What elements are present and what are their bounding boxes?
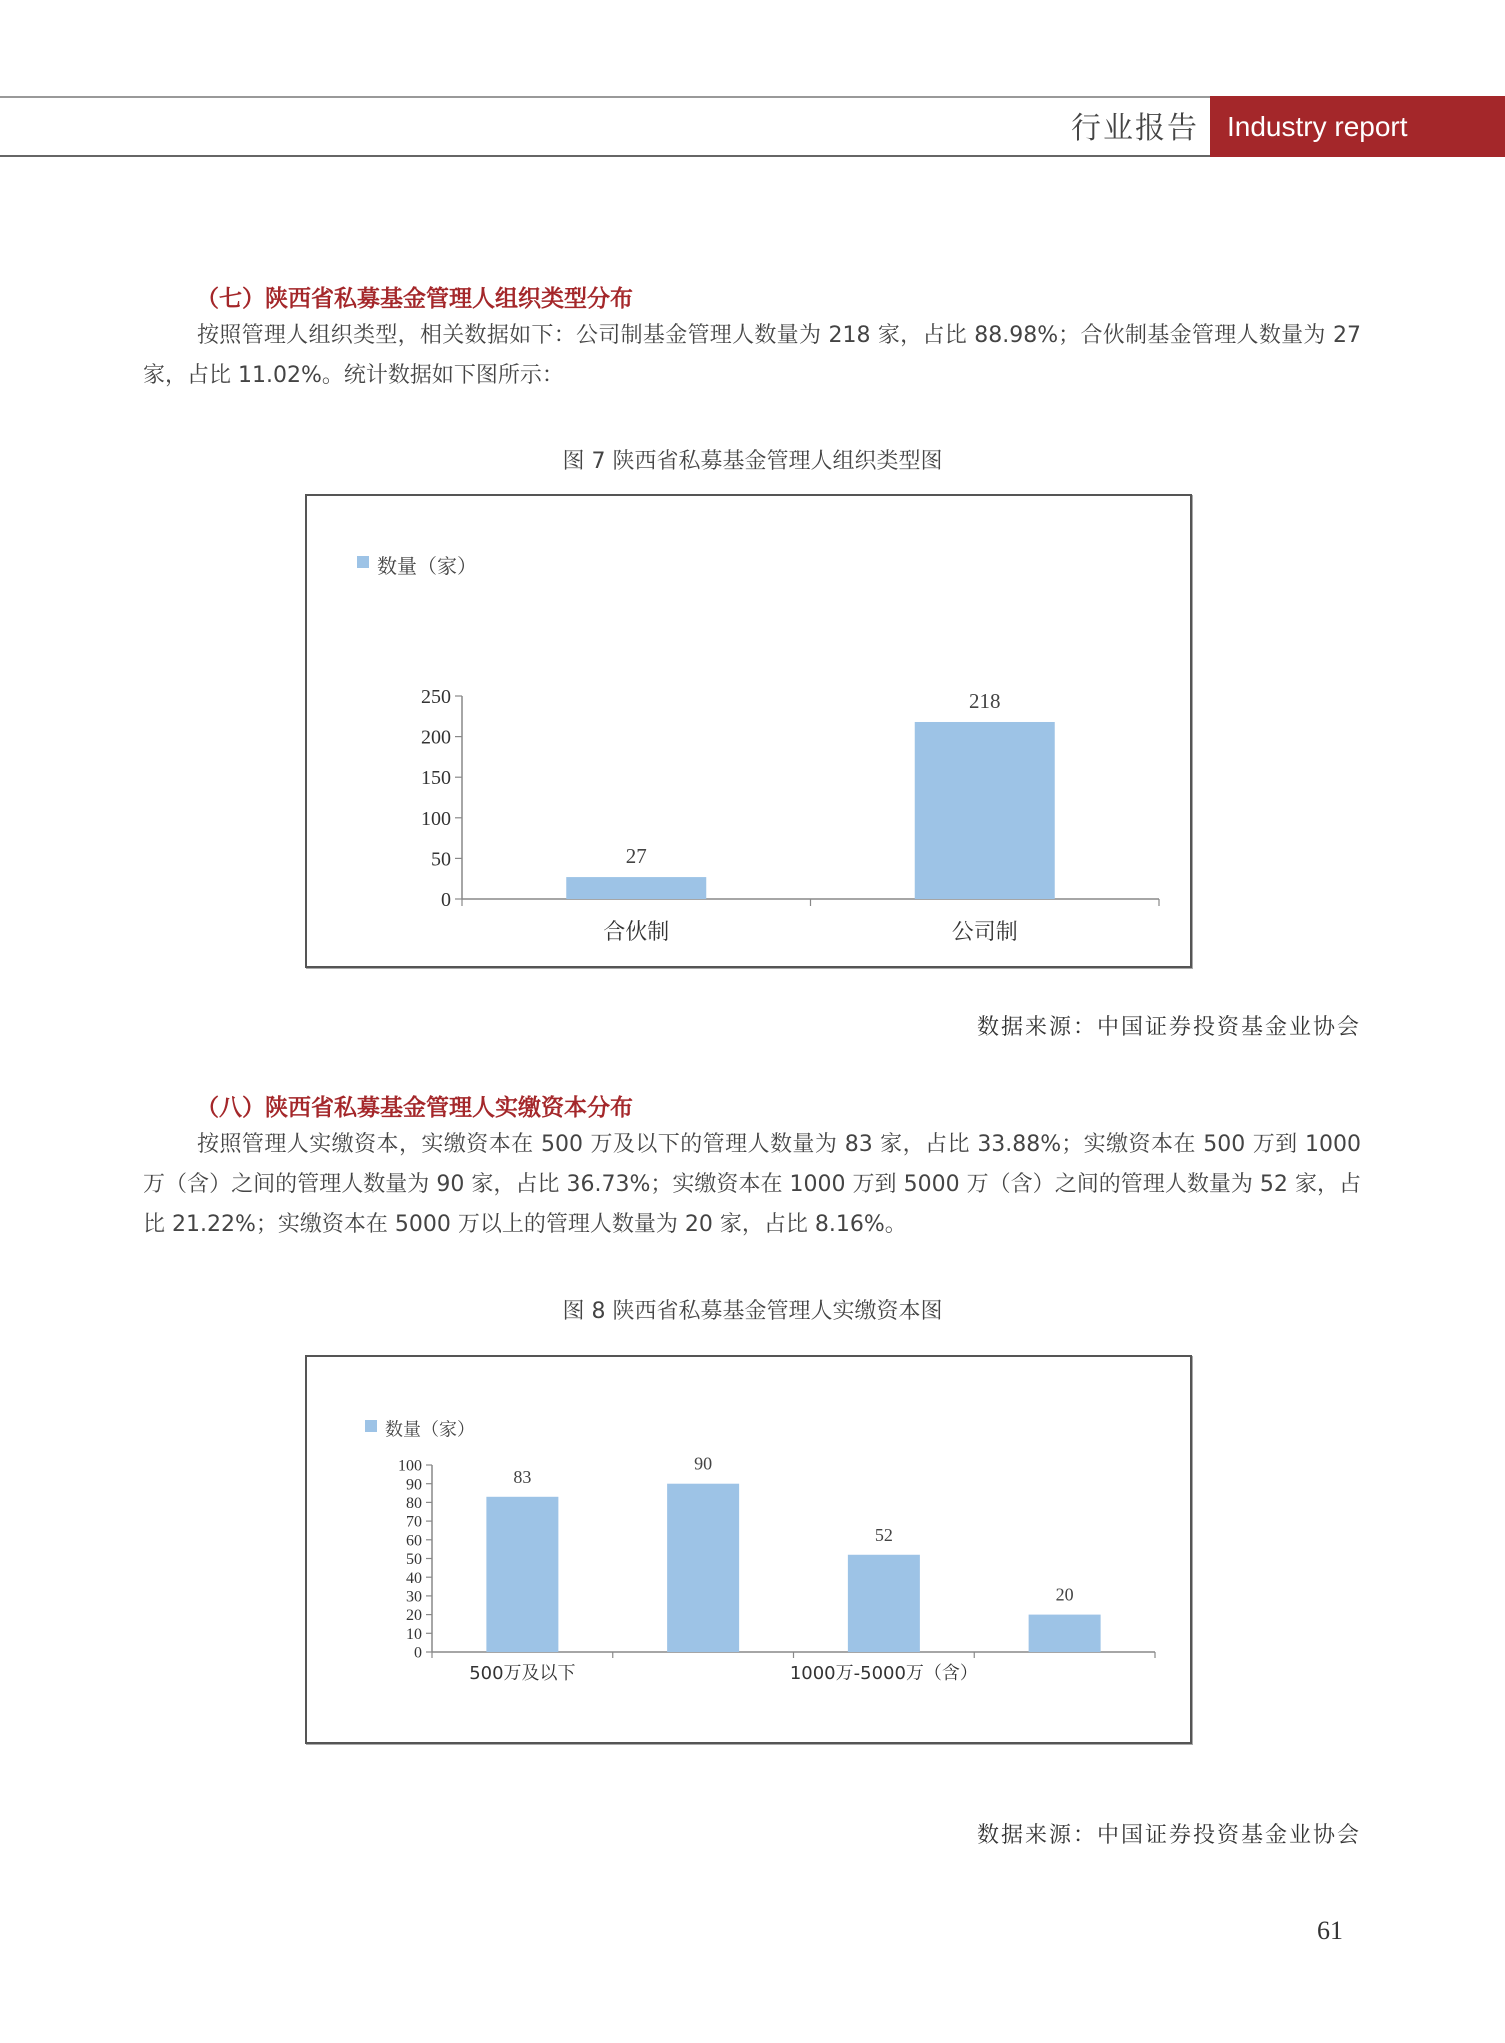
data-label: 20 [1055,1584,1074,1605]
category-label: 公司制 [951,920,1018,945]
y-tick-label: 100 [398,1457,422,1475]
y-tick-label: 100 [421,807,451,830]
figure7-source: 数据来源：中国证券投资基金业协会 [976,1015,1361,1040]
figure8-chart-svg [307,1357,1190,1742]
y-tick-label: 60 [406,1532,422,1550]
y-tick-label: 150 [421,767,451,790]
section8-title: （八）陕西省私募基金管理人实缴资本分布 [196,1095,633,1121]
figure8-caption: 图 8 陕西省私募基金管理人实缴资本图 [562,1299,943,1324]
y-tick-label: 50 [406,1551,422,1569]
category-label: 500万及以下 [469,1663,576,1684]
legend-label: 数量（家） [385,1419,475,1441]
data-label: 90 [694,1453,713,1474]
figure7-chart-svg [307,496,1190,966]
y-tick-label: 0 [414,1644,422,1662]
y-tick-label: 80 [406,1495,422,1512]
bar [1029,1615,1101,1652]
y-tick-label: 90 [406,1476,422,1494]
section8-paragraph: 按照管理人实缴资本，实缴资本在 500 万及以下的管理人数量为 83 家，占比 33.88%；实缴资本在 500 万到 1000 万（含）之间的管理人数量为 90 家，占比 36.73%；实缴资本在 1000 万到 5000 万（含）之间的管理人数量为 52 家，占比 21.22%；实缴资本在 5000 万以上的管理人数量为 20 家，占比 8.16%。 [143,1132,1361,1237]
data-label: 27 [625,844,647,869]
bar [667,1484,739,1652]
header-section-en: Industry report [1210,96,1505,157]
bar [486,1497,558,1652]
data-label: 218 [969,688,1001,713]
bar [848,1555,920,1652]
bar [915,722,1055,899]
y-tick-label: 250 [421,686,451,708]
y-tick-label: 20 [406,1607,422,1625]
y-tick-label: 70 [406,1513,422,1531]
bar [566,877,706,899]
y-tick-label: 10 [406,1625,422,1643]
data-label: 83 [513,1466,532,1487]
category-label: 1000万-5000万（含） [789,1663,978,1684]
y-tick-label: 30 [406,1588,422,1606]
section7-title: （七）陕西省私募基金管理人组织类型分布 [196,286,633,312]
legend-swatch [357,556,369,568]
figure8-chart [305,1355,1192,1744]
section7-paragraph: 按照管理人组织类型，相关数据如下：公司制基金管理人数量为 218 家，占比 88.98%；合伙制基金管理人数量为 27 家，占比 11.02%。统计数据如下图所示： [143,323,1361,388]
y-tick-label: 0 [441,889,451,911]
figure8-source: 数据来源：中国证券投资基金业协会 [976,1823,1361,1848]
figure7-caption: 图 7 陕西省私募基金管理人组织类型图 [562,449,943,474]
page-number: 61 [1317,1916,1343,1945]
y-tick-label: 200 [421,726,451,749]
legend-label: 数量（家） [377,554,477,578]
data-label: 52 [874,1524,893,1545]
legend-swatch [365,1420,377,1432]
y-tick-label: 40 [406,1569,422,1587]
header-section-cn: 行业报告 [1071,111,1199,146]
category-label: 合伙制 [603,920,670,945]
figure7-chart [305,494,1192,968]
y-tick-label: 50 [431,848,451,871]
